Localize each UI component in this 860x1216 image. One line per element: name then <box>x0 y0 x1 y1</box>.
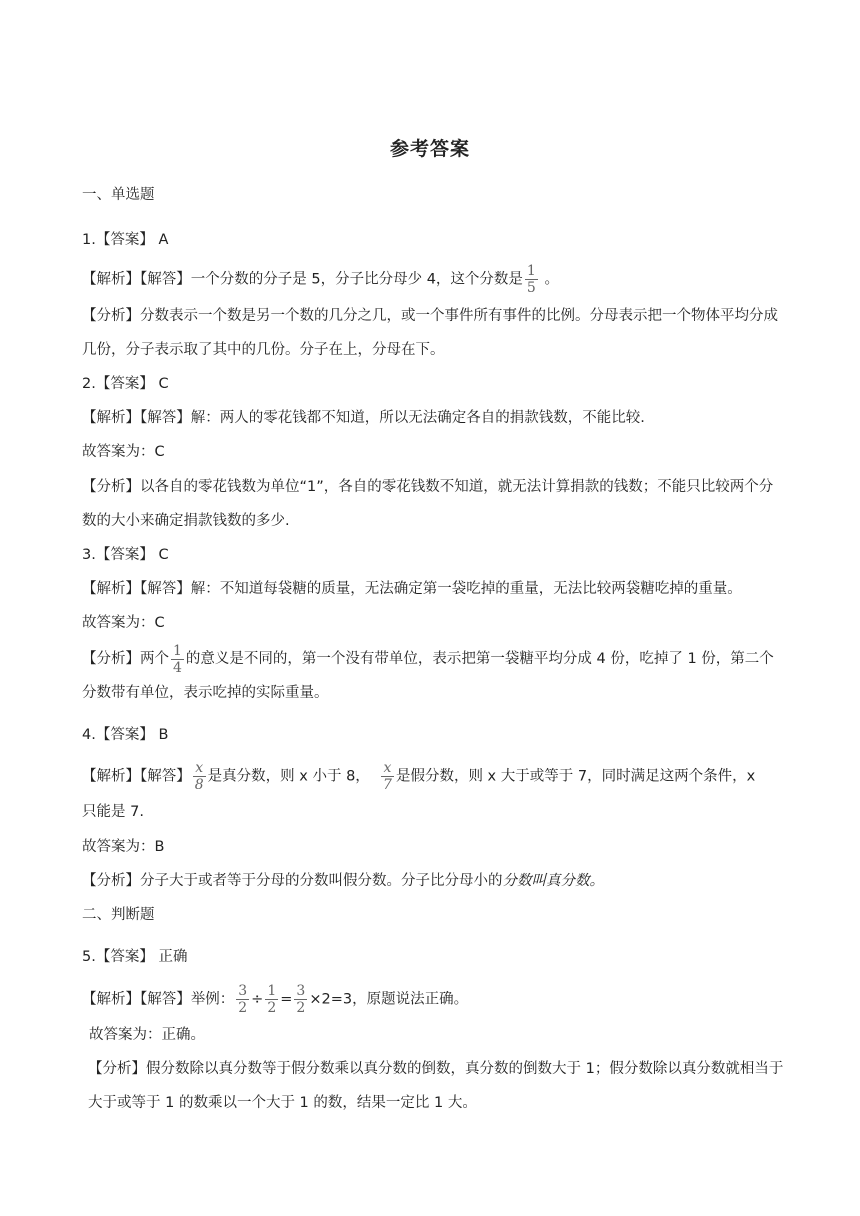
equals-sign: = <box>280 991 293 1008</box>
fraction-numerator: 1 <box>267 983 277 999</box>
q4-analysis-end: 是假分数，则 x 大于或等于 7，同时满足这两个条件，x <box>395 768 756 785</box>
q1-analysis <box>82 264 559 295</box>
q5-analysis <box>82 984 468 1015</box>
section-heading-single-choice: 一、单选题 <box>82 187 155 203</box>
fraction-denominator: 2 <box>238 1000 248 1016</box>
q3-note-end: 的意义是不同的，第一个没有带单位，表示把第一袋糖平均分成 4 份，吃掉了 1 份，第二个分数带有单位，表示吃掉的实际重量。 <box>82 651 774 701</box>
q1-fraction <box>525 264 538 295</box>
q4-note <box>82 870 604 892</box>
page-title: 参考答案 <box>389 138 470 160</box>
q5-fraction-1-over-2 <box>265 984 278 1015</box>
q4-fraction-x-over-8 <box>193 761 206 792</box>
q4-analysis-start: 【解析】【解答】 <box>82 768 191 785</box>
q1-note: 【分析】分数表示一个数是另一个数的几分之几，或一个事件所有事件的比例。分母表示把一个物体平均分成几份，分子表示取了其中的几份。分子在上，分母在下。 <box>82 308 778 358</box>
q2-result: 故答案为：C <box>82 444 165 460</box>
q3-result: 故答案为：C <box>82 615 165 631</box>
q3-answer: 3.【答案】 C <box>82 547 169 563</box>
fraction-numerator: 1 <box>526 263 536 279</box>
q1-answer: 1.【答案】 A <box>82 232 169 248</box>
q2-analysis: 【解析】【解答】解：两人的零花钱都不知道，所以无法确定各自的捐款钱数，不能比较. <box>82 410 645 426</box>
q5-analysis-start: 【解析】【解答】举例： <box>82 991 235 1008</box>
q5-result: 故答案为：正确。 <box>89 1027 205 1043</box>
fraction-numerator: x <box>383 760 392 776</box>
fraction-denominator: 7 <box>383 777 392 793</box>
q3-note-start: 【分析】两个 <box>82 651 169 667</box>
q5-fraction-3-over-2 <box>236 984 249 1015</box>
fraction-numerator: 3 <box>296 983 306 999</box>
q3-note <box>82 642 782 710</box>
q2-answer: 2.【答案】 C <box>82 376 169 392</box>
q5-answer: 5.【答案】 正确 <box>82 949 188 965</box>
q3-analysis: 【解析】【解答】解：不知道每袋糖的质量，无法确定第一袋吃掉的重量，无法比较两袋糖吃掉的重量。 <box>82 581 742 597</box>
q4-analysis <box>82 761 755 792</box>
q4-result: 故答案为：B <box>82 839 165 855</box>
fraction-denominator: 8 <box>194 777 204 793</box>
fraction-numerator: 3 <box>238 983 248 999</box>
fraction-numerator: 1 <box>173 642 182 659</box>
q5-fraction-3-over-2-result <box>294 984 307 1015</box>
q4-analysis-mid: 是真分数，则 x 小于 8， <box>207 768 370 785</box>
q4-analysis-line2: 只能是 7. <box>82 804 144 820</box>
q4-fraction-x-over-7 <box>381 761 394 792</box>
fraction-denominator: 2 <box>267 1000 277 1016</box>
q1-analysis-end: 。 <box>539 271 559 288</box>
section-heading-judgement: 二、判断题 <box>82 907 155 923</box>
fraction-denominator: 2 <box>296 1000 306 1016</box>
fraction-denominator: 4 <box>173 659 182 676</box>
q3-fraction <box>171 644 184 675</box>
q1-analysis-text: 【解析】【解答】一个分数的分子是 5，分子比分母少 4，这个分数是 <box>82 271 523 288</box>
q4-note-start: 【分析】分子大于或者等于分母的分数叫假分数。分子比分母小的 <box>82 873 503 889</box>
fraction-numerator: x <box>195 760 204 776</box>
q4-answer: 4.【答案】 B <box>82 727 169 743</box>
q5-note: 【分析】假分数除以真分数等于假分数乘以真分数的倒数，真分数的倒数大于 1；假分数除以真分数就相当于大于或等于 1 的数乘以一个大于 1 的数，结果一定比 1 大。 <box>88 1061 784 1111</box>
q5-analysis-end: ×2=3，原题说法正确。 <box>309 991 469 1008</box>
fraction-denominator: 5 <box>526 280 536 296</box>
q2-note: 【分析】以各自的零花钱数为单位“1”，各自的零花钱数不知道，就无法计算捐款的钱数；不能只比较两个分数的大小来确定捐款钱数的多少. <box>82 479 774 529</box>
division-sign: ÷ <box>251 991 264 1008</box>
q4-note-italic: 分数叫真分数。 <box>502 873 604 889</box>
